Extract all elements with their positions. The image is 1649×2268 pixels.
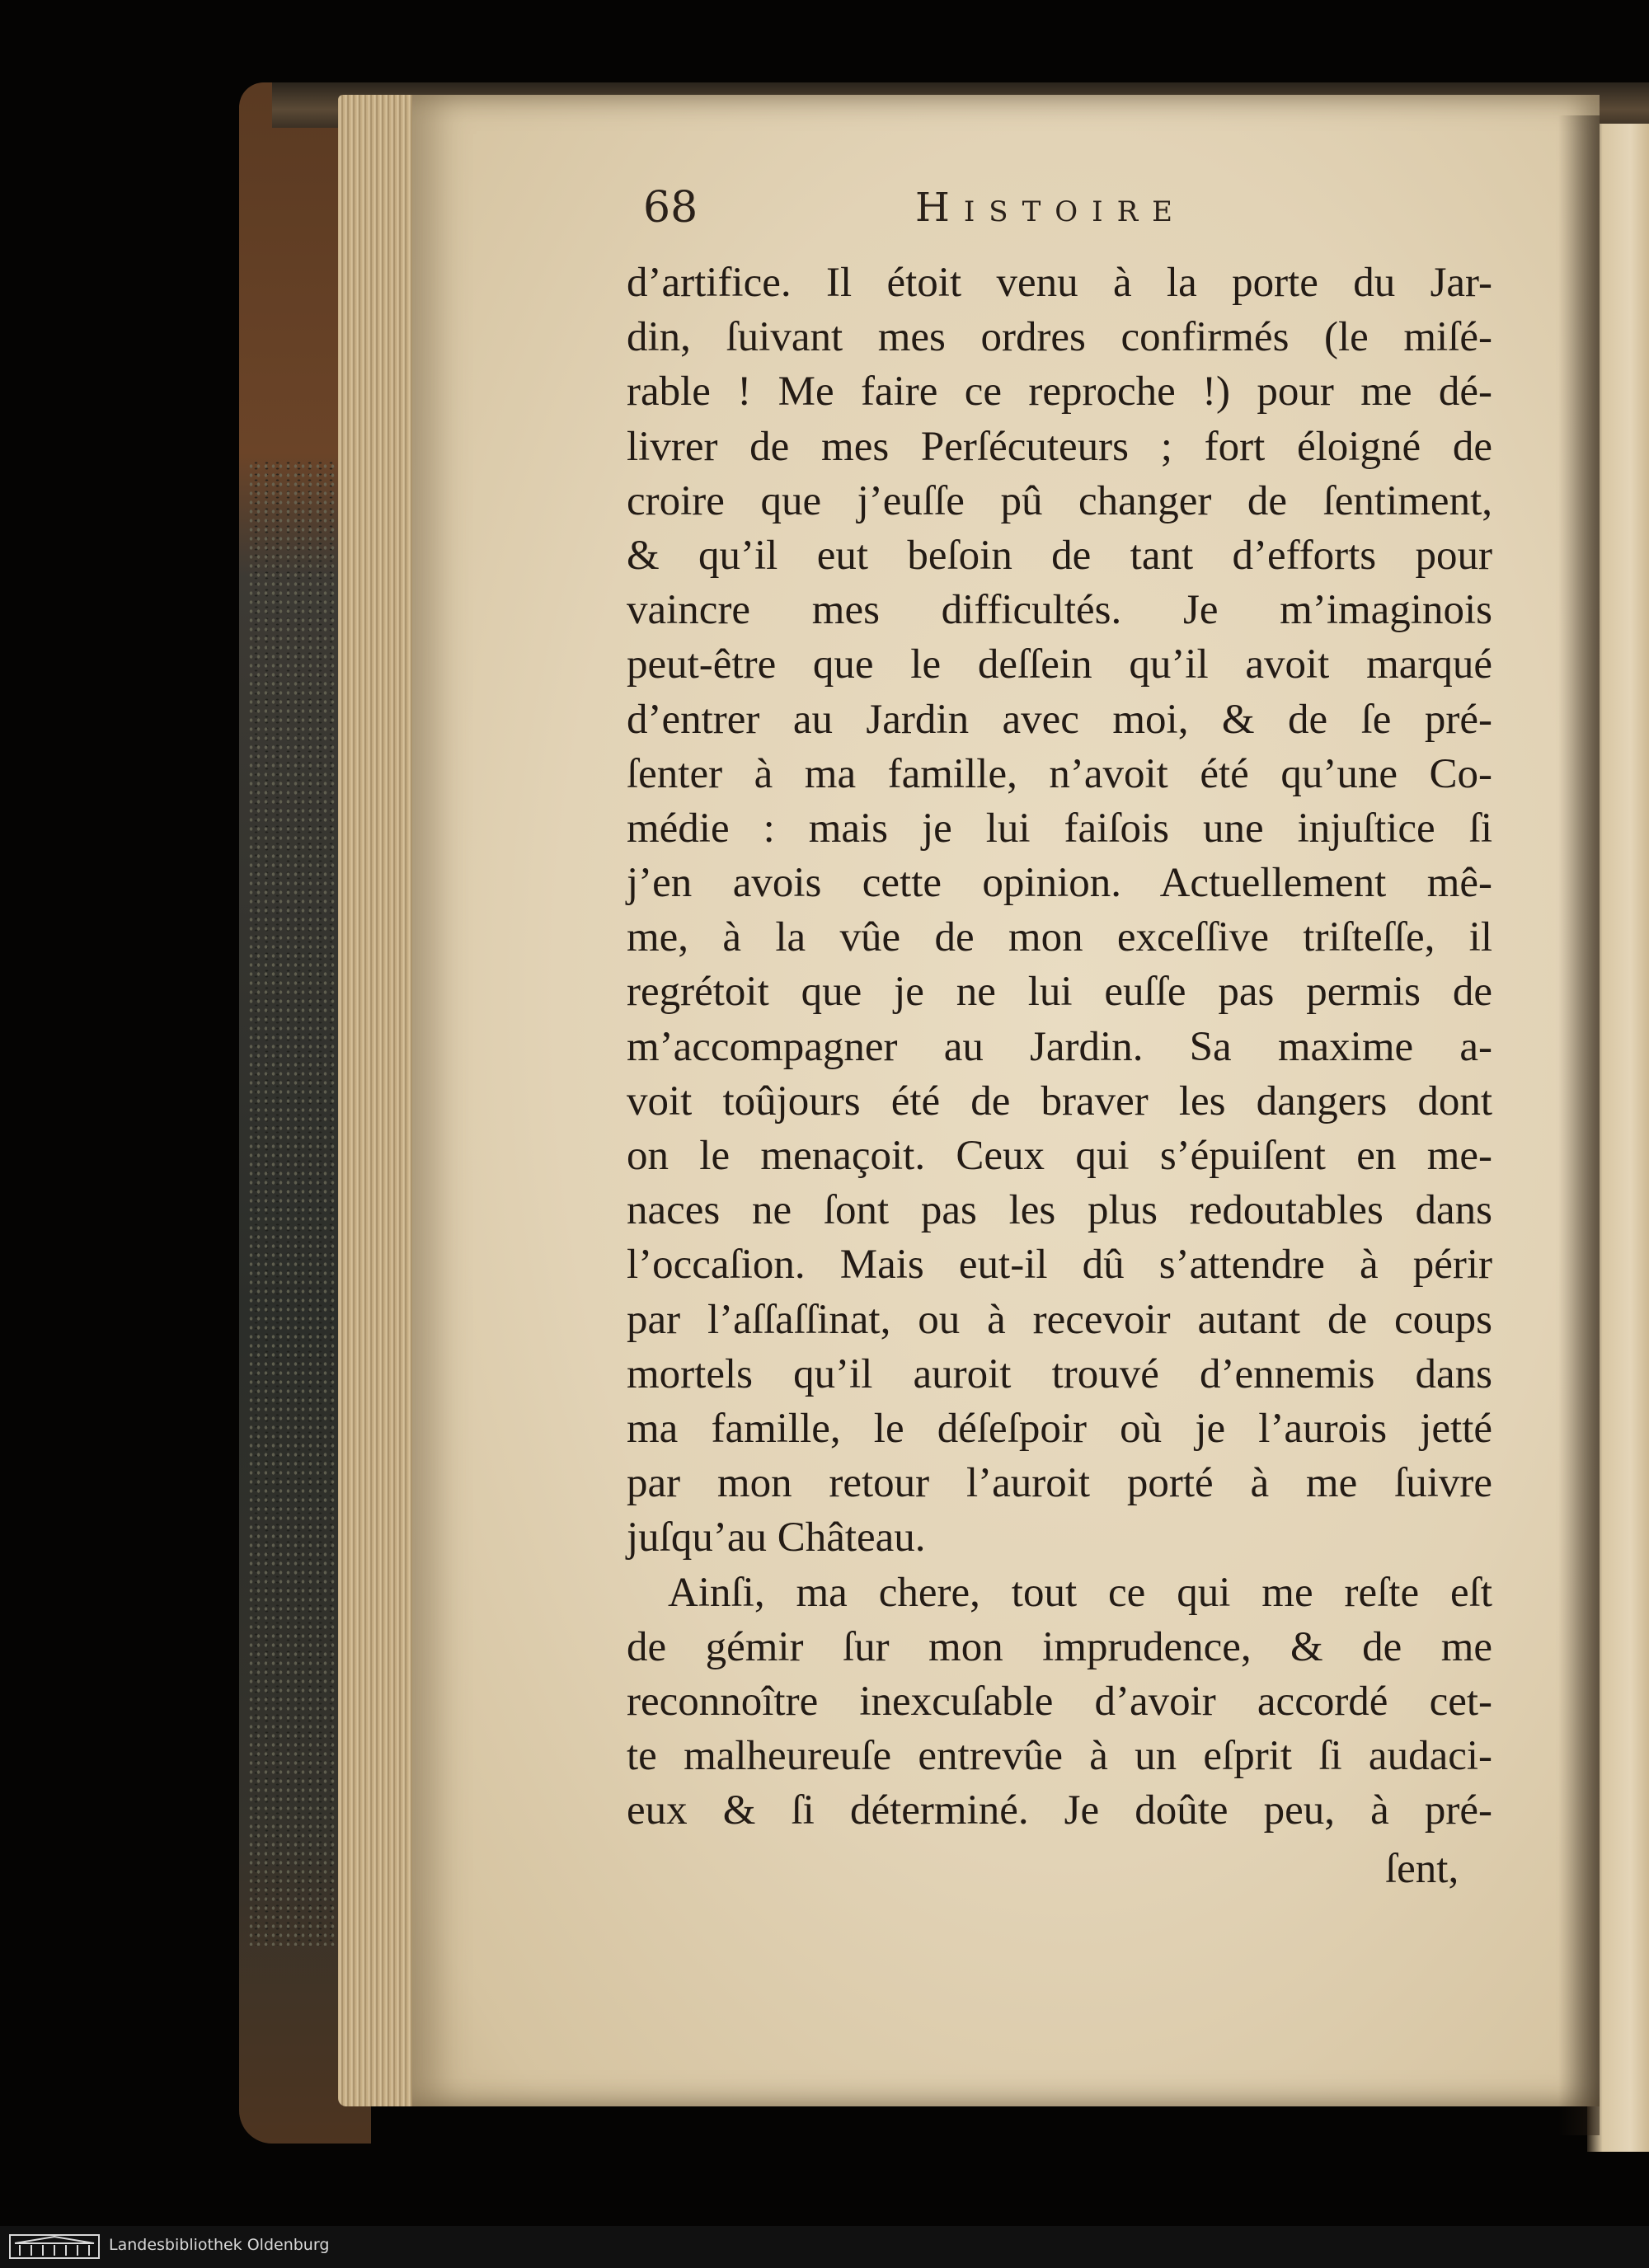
text-line: par mon retour l’auroit porté à me ſuivre (627, 1460, 1492, 1507)
text-line: de gémir ſur mon imprudence, & de me (627, 1623, 1492, 1670)
text-line: mortels qu’il auroit trouvé d’ennemis dans (627, 1350, 1492, 1397)
text-line: m’accompagner au Jardin. Sa maxime a- (627, 1023, 1492, 1070)
text-line: te malheureuſe entrevûe à un eſprit ſi audaci- (627, 1733, 1492, 1780)
text-line: peut-être que le deſſein qu’il avoit marqué (627, 641, 1492, 688)
text-line: naces ne ſont pas les plus redoutables dans (627, 1187, 1492, 1234)
marbled-cover (247, 462, 346, 1946)
library-building-icon (8, 2233, 101, 2260)
paragraph-end-line: juſqu’au Château. (627, 1514, 926, 1561)
text-line: din, ſuivant mes ordres confirmés (le miſé- (627, 314, 1492, 361)
page-number: 68 (643, 183, 698, 232)
text-line: l’occaſion. Mais eut-il dû s’attendre à périr (627, 1242, 1492, 1289)
text-line: rable ! Me faire ce reproche !) pour me dé- (627, 369, 1492, 416)
text-line: ma famille, le déſeſpoir où je l’aurois jetté (627, 1405, 1492, 1452)
text-line: reconnoître inexcuſable d’avoir accordé cet- (627, 1678, 1492, 1725)
text-line: me, à la vûe de mon exceſſive triſteſſe, il (627, 914, 1492, 961)
page-header (643, 183, 1501, 241)
paragraph-start-line: Ainſi, ma chere, tout ce qui me reſte eſt (668, 1569, 1492, 1616)
text-line: ſenter à ma famille, n’avoit été qu’une Co- (627, 750, 1492, 797)
text-line: d’artifice. Il étoit venu à la porte du Jar- (627, 260, 1492, 306)
running-head: Histoire (915, 185, 1186, 231)
catchword: ſent, (1385, 1846, 1459, 1892)
text-line: on le menaçoit. Ceux qui s’épuiſent en me- (627, 1133, 1492, 1179)
text-line: vaincre mes difficultés. Je m’imaginois (627, 587, 1492, 634)
library-name: Landesbibliothek Oldenburg (109, 2236, 330, 2254)
text-line: livrer de mes Perſécuteurs ; fort éloigné de (627, 423, 1492, 470)
text-line: croire que j’euſſe pû changer de ſentiment, (627, 477, 1492, 524)
body-text (627, 256, 1492, 1838)
text-line: regrétoit que je ne lui euſſe pas permis de (627, 969, 1492, 1016)
text-line: voit toûjours été de braver les dangers dont (627, 1078, 1492, 1125)
text-line: eux & ſi déterminé. Je doûte peu, à pré- (627, 1787, 1492, 1834)
text-line: & qu’il eut beſoin de tant d’efforts pour (627, 532, 1492, 579)
text-line: j’en avois cette opinion. Actuellement mê- (627, 860, 1492, 907)
text-line: par l’aſſaſſinat, ou à recevoir autant de coups (627, 1296, 1492, 1343)
text-line: d’entrer au Jardin avec moi, & de ſe pré- (627, 696, 1492, 743)
text-line: médie : mais je lui faiſois une injuſtice ſi (627, 805, 1492, 852)
gutter-shadow (1558, 115, 1600, 2135)
